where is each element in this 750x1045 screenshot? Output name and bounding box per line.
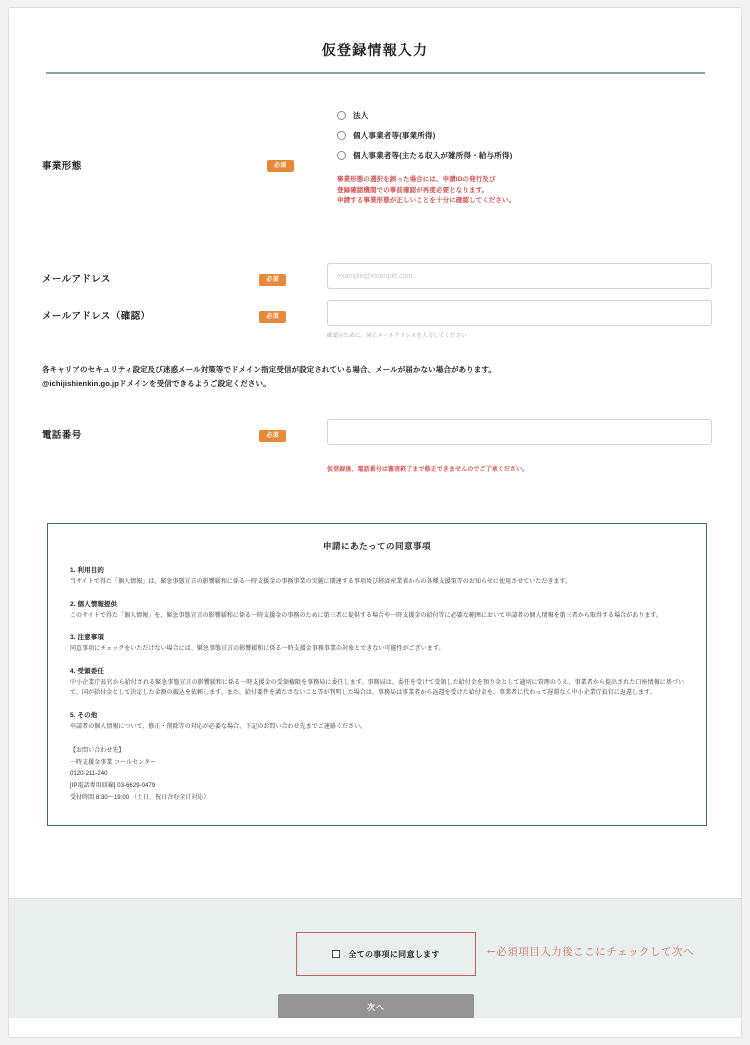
agreement-section-head: 5. その他 bbox=[70, 711, 98, 719]
contact-center-name: 一時支援金事業 コールセンター bbox=[70, 759, 157, 766]
contact-toll-free-number: 0120-211-240 bbox=[70, 771, 108, 778]
agreement-section bbox=[70, 666, 684, 699]
agree-all-checkbox-container[interactable] bbox=[296, 932, 476, 976]
agreement-section-body: 同意事項にチェックをいただけない場合には、緊急事態宣言の影響緩和に係る一時支援金事務事業の対象とできない可能性がございます。 bbox=[70, 646, 445, 652]
agreement-section bbox=[70, 565, 684, 588]
next-button[interactable]: 次へ bbox=[278, 994, 474, 1020]
phone-required-badge: 必須 bbox=[259, 430, 286, 442]
radio-label: 法人 bbox=[353, 111, 369, 120]
agreement-terms-box bbox=[47, 523, 707, 826]
agreement-section bbox=[70, 710, 684, 733]
page-title: 仮登録情報入力 bbox=[321, 42, 429, 58]
agreement-section-body: 中小企業庁長官から給付される緊急事態宣言の影響緩和に係る一時支援金の受領権限を事務局に委任します。事務局は、委任を受けて受領した給付金を預り金として適切に管理のうえ、事業者から提出された口座情報に基づいて、国が給付金として決定した金額の振込を依頼します。また、給付要件を満たさないこと等が判明した場合は、事務局は事業者から返還を受けた給付金を、事業者に代わって遅滞なく中小企業庁長官に返還します。 bbox=[70, 679, 684, 696]
radio-label: 個人事業者等(事業所得) bbox=[353, 131, 436, 140]
radio-circle-icon[interactable] bbox=[337, 151, 346, 160]
contact-heading: 【お問い合わせ先】 bbox=[70, 748, 125, 754]
phone-note: 仮登録後、電話番号は審査終了まで修正できませんのでご了承ください。 bbox=[327, 467, 529, 473]
email-confirm-required-badge: 必須 bbox=[259, 311, 286, 323]
carrier-notice-line-1: 各キャリアのセキュリティ設定及び迷惑メール対策等でドメイン指定受信が設定されている場合、メールが届かない場合があります。 bbox=[42, 365, 496, 374]
title-divider bbox=[46, 72, 705, 74]
agreement-section-head: 3. 注意事項 bbox=[70, 634, 104, 641]
warning-line-3: 申請する事業形態が正しいことを十分に確認してください。 bbox=[337, 197, 516, 205]
form-card bbox=[8, 7, 742, 1038]
agreement-title: 申請にあたっての同意事項 bbox=[322, 541, 431, 551]
email-label: メールアドレス bbox=[42, 274, 111, 285]
agreement-section bbox=[70, 599, 684, 622]
email-required-badge: 必須 bbox=[259, 274, 286, 286]
email-confirm-row bbox=[42, 300, 712, 339]
agreement-section-head: 1. 利用目的 bbox=[70, 567, 104, 574]
carrier-domain-notice bbox=[42, 363, 496, 391]
email-confirm-hint: 確認のために、同じメールアドレスを入力してください bbox=[327, 333, 467, 339]
agreement-section bbox=[70, 632, 684, 655]
contact-information bbox=[70, 746, 684, 804]
phone-input[interactable] bbox=[327, 419, 712, 445]
carrier-notice-line-2: @ichijishienkin.go.jpドメインを受信できるようご設定ください。 bbox=[42, 378, 271, 388]
radio-circle-icon[interactable] bbox=[337, 111, 346, 120]
warning-line-2: 登録確認機関での事前確認が再度必要となります。 bbox=[337, 186, 489, 194]
radio-option-corporation[interactable] bbox=[337, 110, 712, 121]
phone-row bbox=[42, 419, 712, 473]
agree-all-checkbox-label: 全ての事項に同意します bbox=[348, 949, 440, 959]
agreement-section-head: 4. 受領委任 bbox=[70, 667, 104, 675]
contact-ip-phone-number: [IP電話専用回線] 03-6629-0479 bbox=[70, 783, 156, 790]
contact-hours: 受付時間 8:30〜19:00 （土日、祝日含む全日対応） bbox=[70, 794, 210, 801]
email-row bbox=[42, 263, 712, 289]
business-type-warning bbox=[337, 175, 712, 207]
footer-bottom-strip bbox=[9, 1018, 741, 1038]
footer-action-bar bbox=[9, 898, 741, 1018]
business-type-label: 事業形態 bbox=[42, 161, 82, 172]
radio-option-sole-proprietor-business-income[interactable] bbox=[337, 130, 712, 141]
checkbox-icon[interactable] bbox=[332, 950, 340, 958]
email-input[interactable] bbox=[327, 263, 712, 289]
checkbox-annotation-note: ←必須項目入力後ここにチェックして次へ bbox=[487, 946, 694, 958]
form-scroll-area[interactable] bbox=[9, 8, 741, 897]
radio-option-sole-proprietor-misc-income[interactable] bbox=[337, 150, 712, 161]
phone-label: 電話番号 bbox=[42, 430, 82, 441]
radio-circle-icon[interactable] bbox=[337, 131, 346, 140]
radio-label: 個人事業者等(主たる収入が雑所得・給与所得) bbox=[353, 151, 513, 160]
warning-line-1: 事業形態の選択を誤った場合には、申請IDの発行及び bbox=[337, 176, 496, 183]
business-type-required-badge: 必須 bbox=[267, 160, 294, 172]
agreement-section-body: このサイトで得た「個人情報」を、緊急事態宣言の影響緩和に係る一時支援金の事務のために第三者に提供する場合や一時支援金の給付等に必要な範囲において申請者の個人情報を第三者から取得する場合があります。 bbox=[70, 612, 663, 619]
email-confirm-label: メールアドレス（確認） bbox=[42, 311, 151, 322]
email-confirm-input[interactable] bbox=[327, 300, 712, 326]
business-type-radio-group[interactable] bbox=[337, 110, 712, 161]
agreement-section-body: 当サイトで得た「個人情報」は、緊急事態宣言の影響緩和に係る一時支援金の事務事業の実施に関連する事項及び経済産業省からの各種支援策等のお知らせに使用させていただきます。 bbox=[70, 579, 572, 585]
agreement-section-head: 2. 個人情報提供 bbox=[70, 600, 118, 608]
agreement-section-body: 申請者の個人情報について、修正・削除等の対応が必要な場合、下記のお問い合わせ先までご連絡ください。 bbox=[70, 723, 367, 730]
business-type-row bbox=[42, 108, 712, 207]
